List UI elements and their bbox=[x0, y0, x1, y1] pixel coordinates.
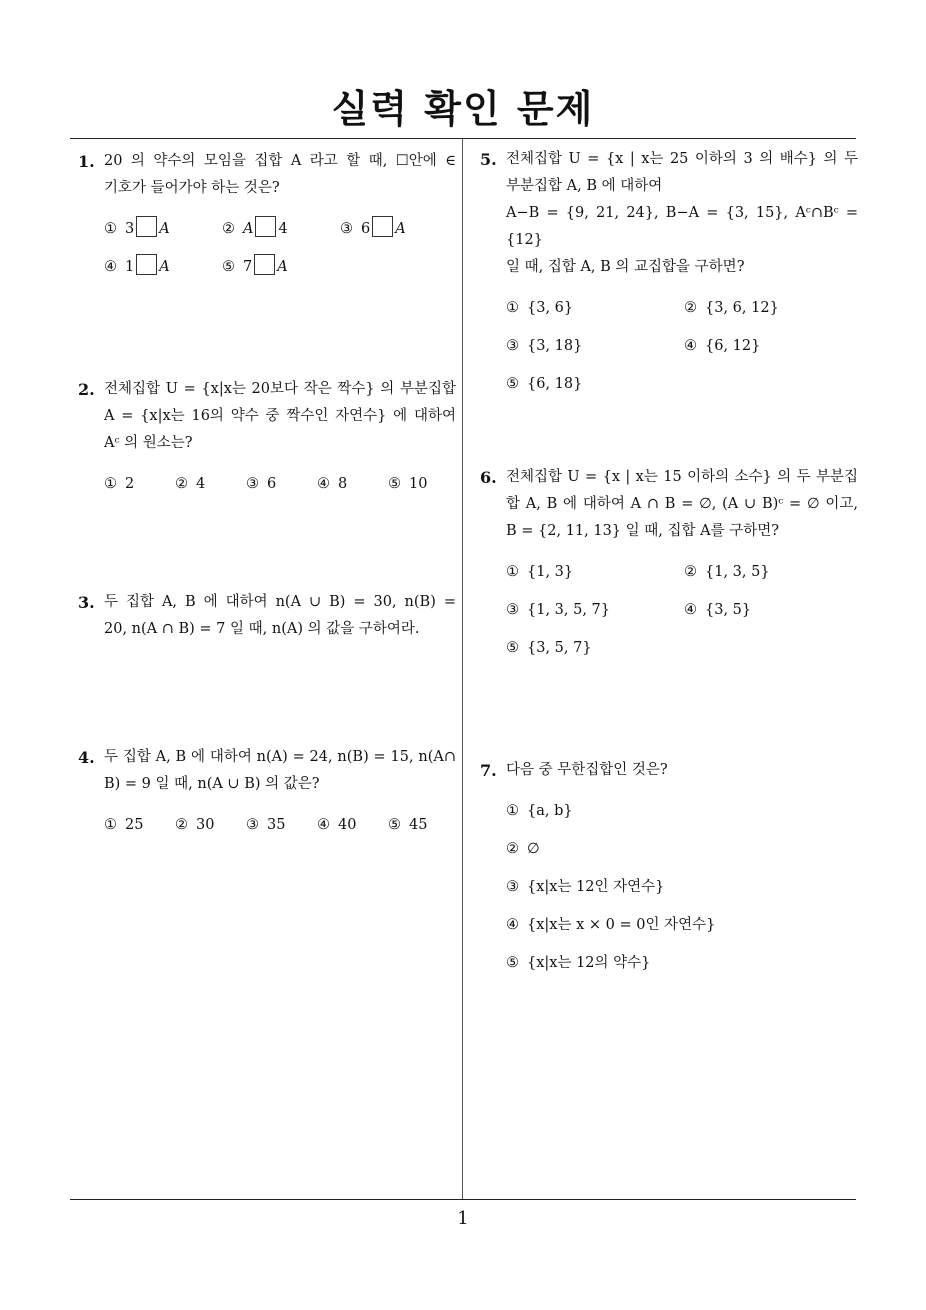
question-number: 4. bbox=[78, 748, 95, 767]
choice-4[interactable]: ④ 8 bbox=[317, 476, 348, 492]
stem-line: B) = 9 일 때, n(A ∪ B) 의 값은? bbox=[104, 776, 320, 792]
choice-list bbox=[480, 798, 858, 988]
choice-2[interactable]: ② ∅ bbox=[506, 841, 540, 857]
choice-2[interactable]: ② 30 bbox=[175, 817, 215, 833]
choice-2[interactable]: ② 4 bbox=[175, 476, 206, 492]
choice-2[interactable]: ② {3, 6, 12} bbox=[684, 300, 779, 316]
choice-1[interactable]: ① 25 bbox=[104, 817, 144, 833]
stem-line: 기호가 들어가야 하는 것은? bbox=[104, 180, 280, 196]
question-number: 7. bbox=[480, 761, 497, 780]
answer-blank-box bbox=[254, 254, 275, 275]
choice-4[interactable]: ④ {3, 5} bbox=[684, 602, 752, 618]
stem-line: 전체집합 U = {x | x는 25 이하의 3 의 배수} 의 두 bbox=[506, 151, 858, 167]
choice-list bbox=[78, 216, 456, 292]
choice-1[interactable]: ① 3 A bbox=[104, 216, 170, 243]
question-number: 5. bbox=[480, 150, 497, 169]
choice-1[interactable]: ① {a, b} bbox=[506, 803, 573, 819]
choice-4[interactable]: ④ {6, 12} bbox=[684, 338, 761, 354]
page-number: 1 bbox=[457, 1208, 469, 1229]
question-number: 6. bbox=[480, 468, 497, 487]
top-rule bbox=[70, 138, 856, 139]
question-4 bbox=[78, 744, 456, 850]
answer-blank-box bbox=[372, 216, 393, 237]
stem-line: 전체집합 U = {x|x는 20보다 작은 짝수} 의 부분집합 bbox=[104, 381, 456, 397]
choice-2[interactable]: ② {1, 3, 5} bbox=[684, 564, 770, 580]
choice-3[interactable]: ③ {1, 3, 5, 7} bbox=[506, 602, 611, 618]
choice-5[interactable]: ⑤ 45 bbox=[388, 817, 428, 833]
question-7 bbox=[480, 757, 858, 988]
stem-line: A = {x|x는 16의 약수 중 짝수인 자연수} 에 대하여 bbox=[104, 408, 456, 424]
choice-4[interactable]: ④ 1 A bbox=[104, 254, 170, 281]
question-stem bbox=[78, 744, 456, 798]
choice-3[interactable]: ③ 6 bbox=[246, 476, 277, 492]
stem-line: 두 집합 A, B 에 대하여 n(A ∪ B) = 30, n(B) = bbox=[104, 594, 456, 610]
answer-blank-box bbox=[255, 216, 276, 237]
choice-3[interactable]: ③ {3, 18} bbox=[506, 338, 583, 354]
choice-list bbox=[78, 812, 456, 850]
choice-1[interactable]: ① {1, 3} bbox=[506, 564, 574, 580]
column-divider bbox=[462, 139, 463, 1199]
choice-3[interactable]: ③ 6 A bbox=[340, 216, 406, 243]
choice-5[interactable]: ⑤ {3, 5, 7} bbox=[506, 640, 592, 656]
stem-line: 일 때, 집합 A, B 의 교집합을 구하면? bbox=[506, 259, 745, 275]
choice-5[interactable]: ⑤ 7 A bbox=[222, 254, 288, 281]
stem-line: B = {2, 11, 13} 일 때, 집합 A를 구하면? bbox=[506, 523, 779, 539]
bottom-rule bbox=[70, 1199, 856, 1200]
answer-blank-box bbox=[136, 254, 157, 275]
choice-1[interactable]: ① 2 bbox=[104, 476, 135, 492]
choice-3[interactable]: ③ {x|x는 12인 자연수} bbox=[506, 879, 665, 895]
question-stem bbox=[78, 376, 456, 457]
question-stem bbox=[480, 464, 858, 545]
stem-line: 부분집합 A, B 에 대하여 bbox=[506, 178, 663, 194]
stem-line: 20, n(A ∩ B) = 7 일 때, n(A) 의 값을 구하여라. bbox=[104, 621, 420, 637]
choice-2[interactable]: ② A 4 bbox=[222, 216, 288, 243]
question-1 bbox=[78, 148, 456, 292]
stem-line: 다음 중 무한집합인 것은? bbox=[506, 762, 668, 778]
question-stem bbox=[480, 146, 858, 281]
question-5 bbox=[480, 146, 858, 409]
stem-line: Aᶜ 의 원소는? bbox=[104, 435, 193, 451]
question-2 bbox=[78, 376, 456, 509]
question-6 bbox=[480, 464, 858, 673]
choice-list bbox=[480, 295, 858, 409]
question-number: 1. bbox=[78, 152, 95, 171]
question-3 bbox=[78, 589, 456, 643]
stem-line: 합 A, B 에 대하여 A ∩ B = ∅, (A ∪ B)ᶜ = ∅ 이고, bbox=[506, 496, 858, 512]
page-title: 실력 확인 문제 bbox=[331, 87, 595, 131]
choice-5[interactable]: ⑤ {x|x는 12의 약수} bbox=[506, 955, 651, 971]
stem-line: A−B = {9, 21, 24}, B−A = {3, 15}, Aᶜ∩Bᶜ = {12} bbox=[506, 205, 858, 248]
choice-list bbox=[480, 559, 858, 673]
question-stem bbox=[480, 757, 858, 784]
choice-list bbox=[78, 471, 456, 509]
question-stem bbox=[78, 148, 456, 202]
question-number: 2. bbox=[78, 380, 95, 399]
answer-blank-box bbox=[136, 216, 157, 237]
choice-1[interactable]: ① {3, 6} bbox=[506, 300, 574, 316]
choice-4[interactable]: ④ {x|x는 x × 0 = 0인 자연수} bbox=[506, 917, 716, 933]
choice-4[interactable]: ④ 40 bbox=[317, 817, 357, 833]
stem-line: 전체집합 U = {x | x는 15 이하의 소수} 의 두 부분집 bbox=[506, 469, 858, 485]
question-stem bbox=[78, 589, 456, 643]
choice-5[interactable]: ⑤ {6, 18} bbox=[506, 376, 583, 392]
stem-line: 두 집합 A, B 에 대하여 n(A) = 24, n(B) = 15, n(A∩ bbox=[104, 749, 456, 765]
choice-3[interactable]: ③ 35 bbox=[246, 817, 286, 833]
stem-line: 20 의 약수의 모임을 집합 A 라고 할 때, ☐안에 ∈ bbox=[104, 153, 456, 169]
question-number: 3. bbox=[78, 593, 95, 612]
choice-5[interactable]: ⑤ 10 bbox=[388, 476, 428, 492]
